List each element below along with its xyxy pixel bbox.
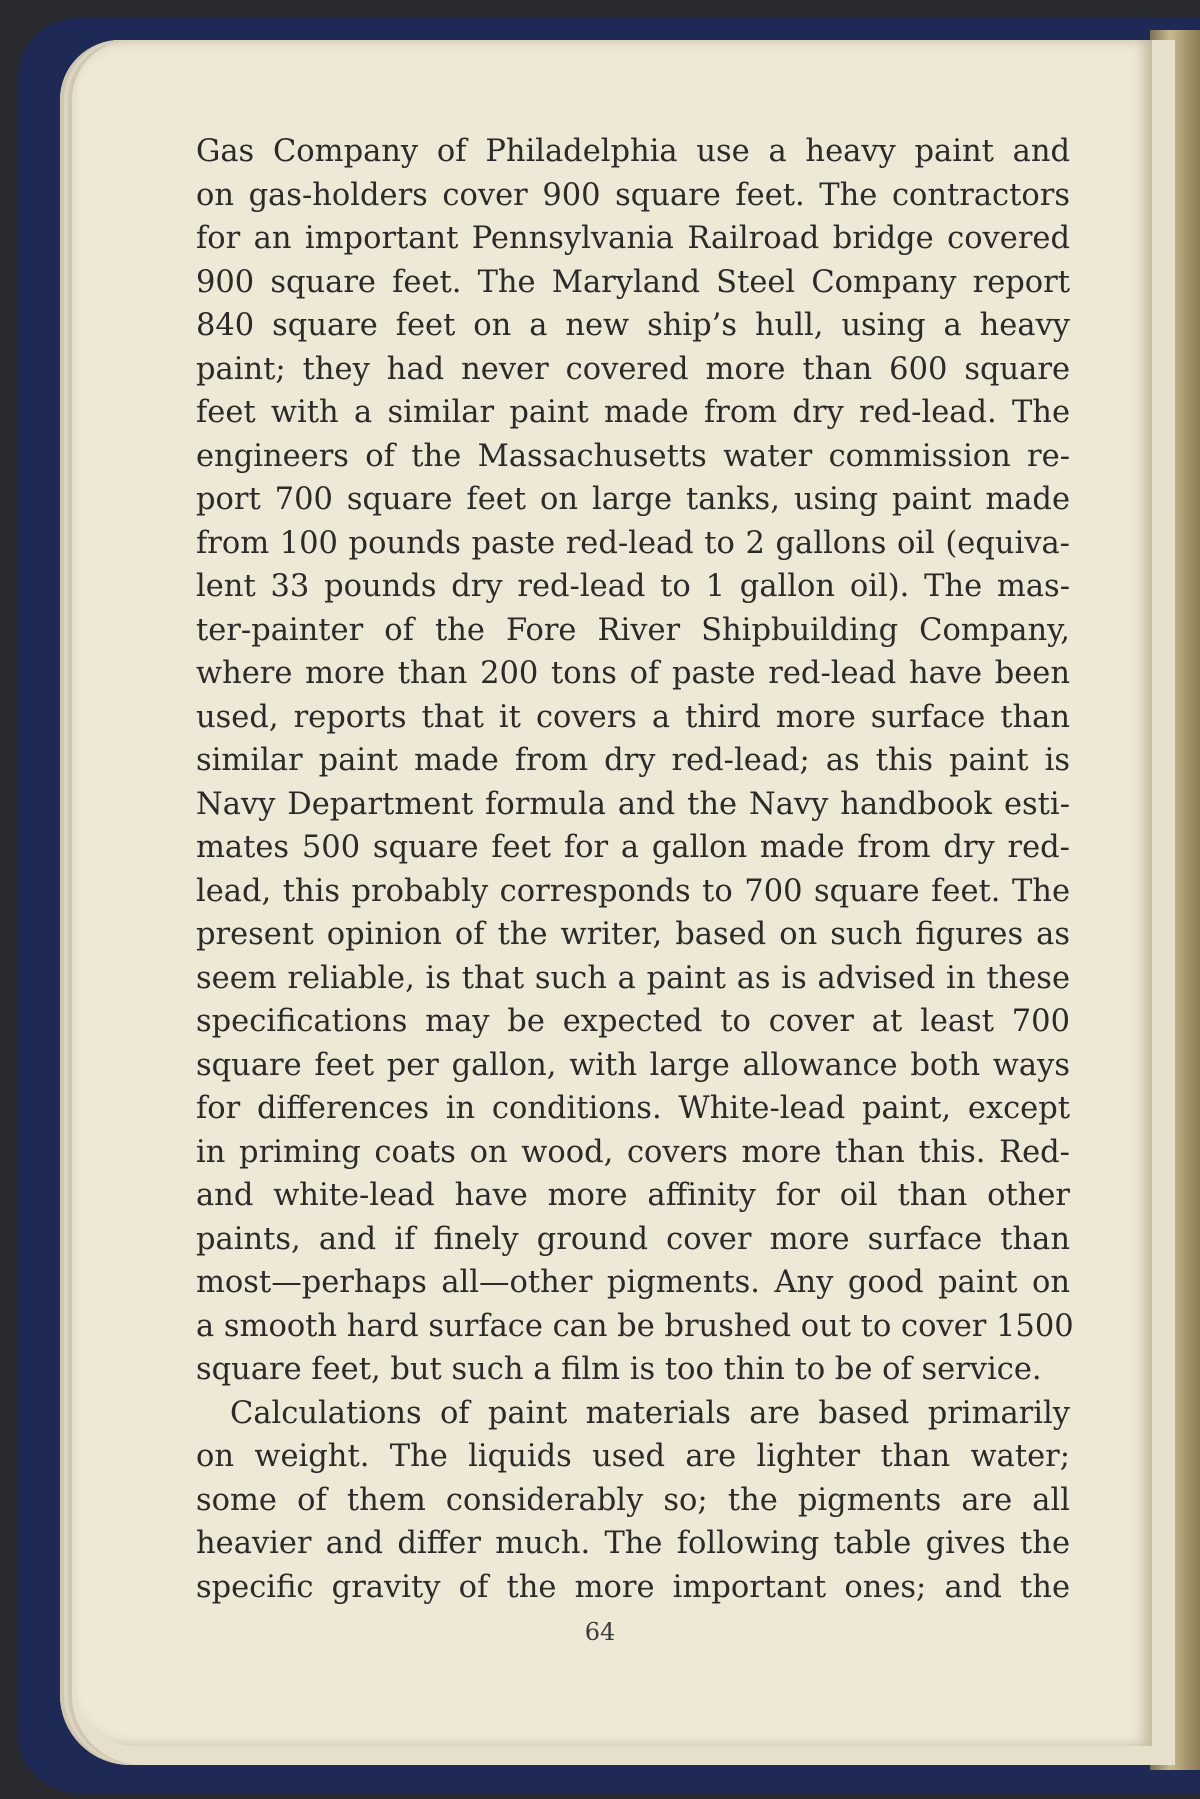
text-line: feet with a similar paint made from dry red-lead. The (196, 395, 1070, 430)
text-line: specifications may be expected to cover at least 700 (196, 1004, 1070, 1039)
text-line: paint; they had never covered more than 600 square (196, 351, 1070, 387)
text-line: Gas Company of Philadelphia use a heavy paint and (196, 134, 1070, 169)
text-line: in priming coats on wood, covers more than this. Red- (196, 1134, 1070, 1170)
text-line: Calculations of paint materials are based primarily (230, 1395, 1070, 1431)
text-line: a smooth hard surface can be brushed out to cover 1500 (196, 1308, 1074, 1344)
text-line: some of them considerably so; the pigments are all (196, 1482, 1070, 1518)
text-line: heavier and differ much. The following table gives the (196, 1526, 1070, 1561)
text-line: from 100 pounds paste red-lead to 2 gallons oil (equiva- (196, 525, 1070, 561)
text-line: used, reports that it covers a third more surface than (196, 699, 1070, 735)
text-line: Navy Department formula and the Navy handbook esti- (196, 786, 1070, 822)
page-number: 64 (584, 1618, 616, 1646)
text-line: lead, this probably corresponds to 700 square feet. The (196, 873, 1070, 909)
text-line: for an important Pennsylvania Railroad bridge covered (196, 221, 1070, 256)
text-line: 900 square feet. The Maryland Steel Company report (196, 264, 1070, 300)
text-line: 840 square feet on a new ship’s hull, using a heavy (196, 308, 1070, 343)
text-line: ter-painter of the Fore River Shipbuilding Company, (196, 612, 1070, 648)
text-line: where more than 200 tons of paste red-lead have been (196, 656, 1070, 691)
text-line: lent 33 pounds dry red-lead to 1 gallon oil). The mas- (196, 569, 1070, 604)
text-line: port 700 square feet on large tanks, using paint made (196, 482, 1070, 517)
text-line: engineers of the Massachusetts water commission re- (196, 438, 1070, 474)
text-line: most—perhaps all—other pigments. Any good paint on (196, 1265, 1070, 1300)
text-line: and white-lead have more affinity for oil than other (196, 1178, 1070, 1213)
text-line: square feet, but such a film is too thin to be of service. (196, 1352, 1042, 1387)
text-line: seem reliable, is that such a paint as is advised in these (196, 960, 1070, 996)
text-line: paints, and if finely ground cover more surface than (196, 1221, 1070, 1257)
text-line: present opinion of the writer, based on such figures as (196, 917, 1070, 952)
text-line: for differences in conditions. White-lead paint, except (196, 1091, 1070, 1126)
text-line: on weight. The liquids used are lighter than water; (196, 1439, 1070, 1474)
body-text (196, 130, 1074, 1609)
text-line: square feet per gallon, with large allowance both ways (196, 1047, 1070, 1083)
text-line: mates 500 square feet for a gallon made from dry red- (196, 830, 1070, 865)
text-line: similar paint made from dry red-lead; as this paint is (196, 743, 1070, 778)
text-line: on gas-holders cover 900 square feet. The contractors (196, 177, 1070, 213)
text-line: specific gravity of the more important ones; and the (196, 1569, 1070, 1605)
